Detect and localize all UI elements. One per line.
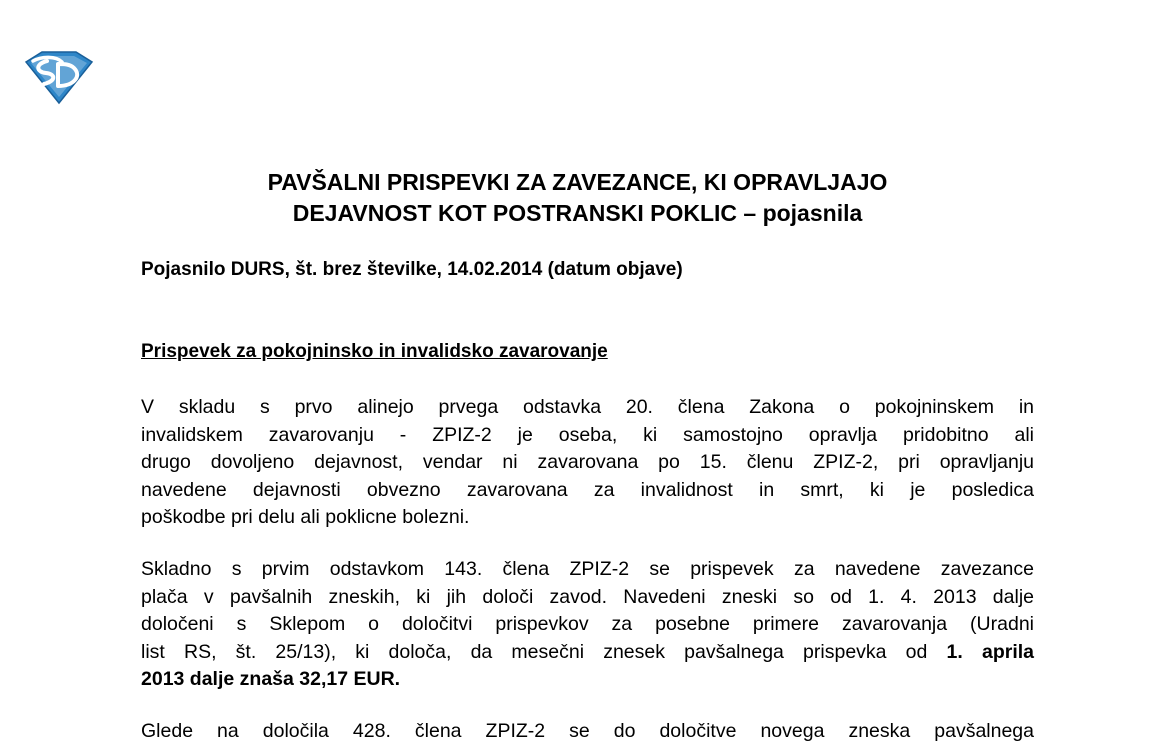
paragraph-3 [141,718,1034,746]
paragraph-line-with-bold [141,639,1034,667]
bold-date: 1. aprila [946,640,1034,663]
paragraph-line: drugo dovoljeno dejavnost, vendar ni zavarovana po 15. členu ZPIZ-2, pri opravljanju [141,451,1034,473]
paragraph-line: V skladu s prvo alinejo prvega odstavka 20. člena Zakona o pokojninskem in [141,396,1034,418]
paragraph-1 [141,394,1034,532]
paragraph-line-text: list RS, št. 25/13), ki določa, da mesečni znesek pavšalnega prispevka od [141,640,928,663]
paragraph-line: navedene dejavnosti obvezno zavarovana za invalidnost in smrt, ki je posledica [141,478,1034,501]
paragraph-line: Skladno s prvim odstavkom 143. člena ZPIZ-2 se prispevek za navedene zavezance [141,558,1034,580]
document-title [120,167,1035,229]
title-line-1: PAVŠALNI PRISPEVKI ZA ZAVEZANCE, KI OPRAVLJAJO [267,169,888,195]
section-heading: Prispevek za pokojninsko in invalidsko zavarovanje [141,341,608,362]
paragraph-line: invalidskem zavarovanju - ZPIZ-2 je oseba, ki samostojno opravlja pridobitno ali [141,423,1034,446]
paragraph-line: določeni s Sklepom o določitvi prispevkov za posebne primere zavarovanja (Uradni [141,613,1034,635]
bold-amount: 2013 dalje znaša 32,17 EUR. [141,668,401,690]
sd-logo [22,48,96,106]
paragraph-line: plača v pavšalnih zneskih, ki jih določi zavod. Navedeni zneski so od 1. 4. 2013 dalje [141,585,1034,608]
title-line-2: DEJAVNOST KOT POSTRANSKI POKLIC – pojasnila [292,200,863,226]
paragraph-2 [141,556,1034,694]
sd-logo-icon [22,48,96,106]
paragraph-line: Glede na določila 428. člena ZPIZ-2 se do določitve novega zneska pavšalnega [141,720,1034,742]
paragraph-line [141,666,1034,694]
document-subtitle: Pojasnilo DURS, št. brez številke, 14.02.2014 (datum objave) [141,259,683,280]
paragraph-line: poškodbe pri delu ali poklicne bolezni. [141,506,470,528]
